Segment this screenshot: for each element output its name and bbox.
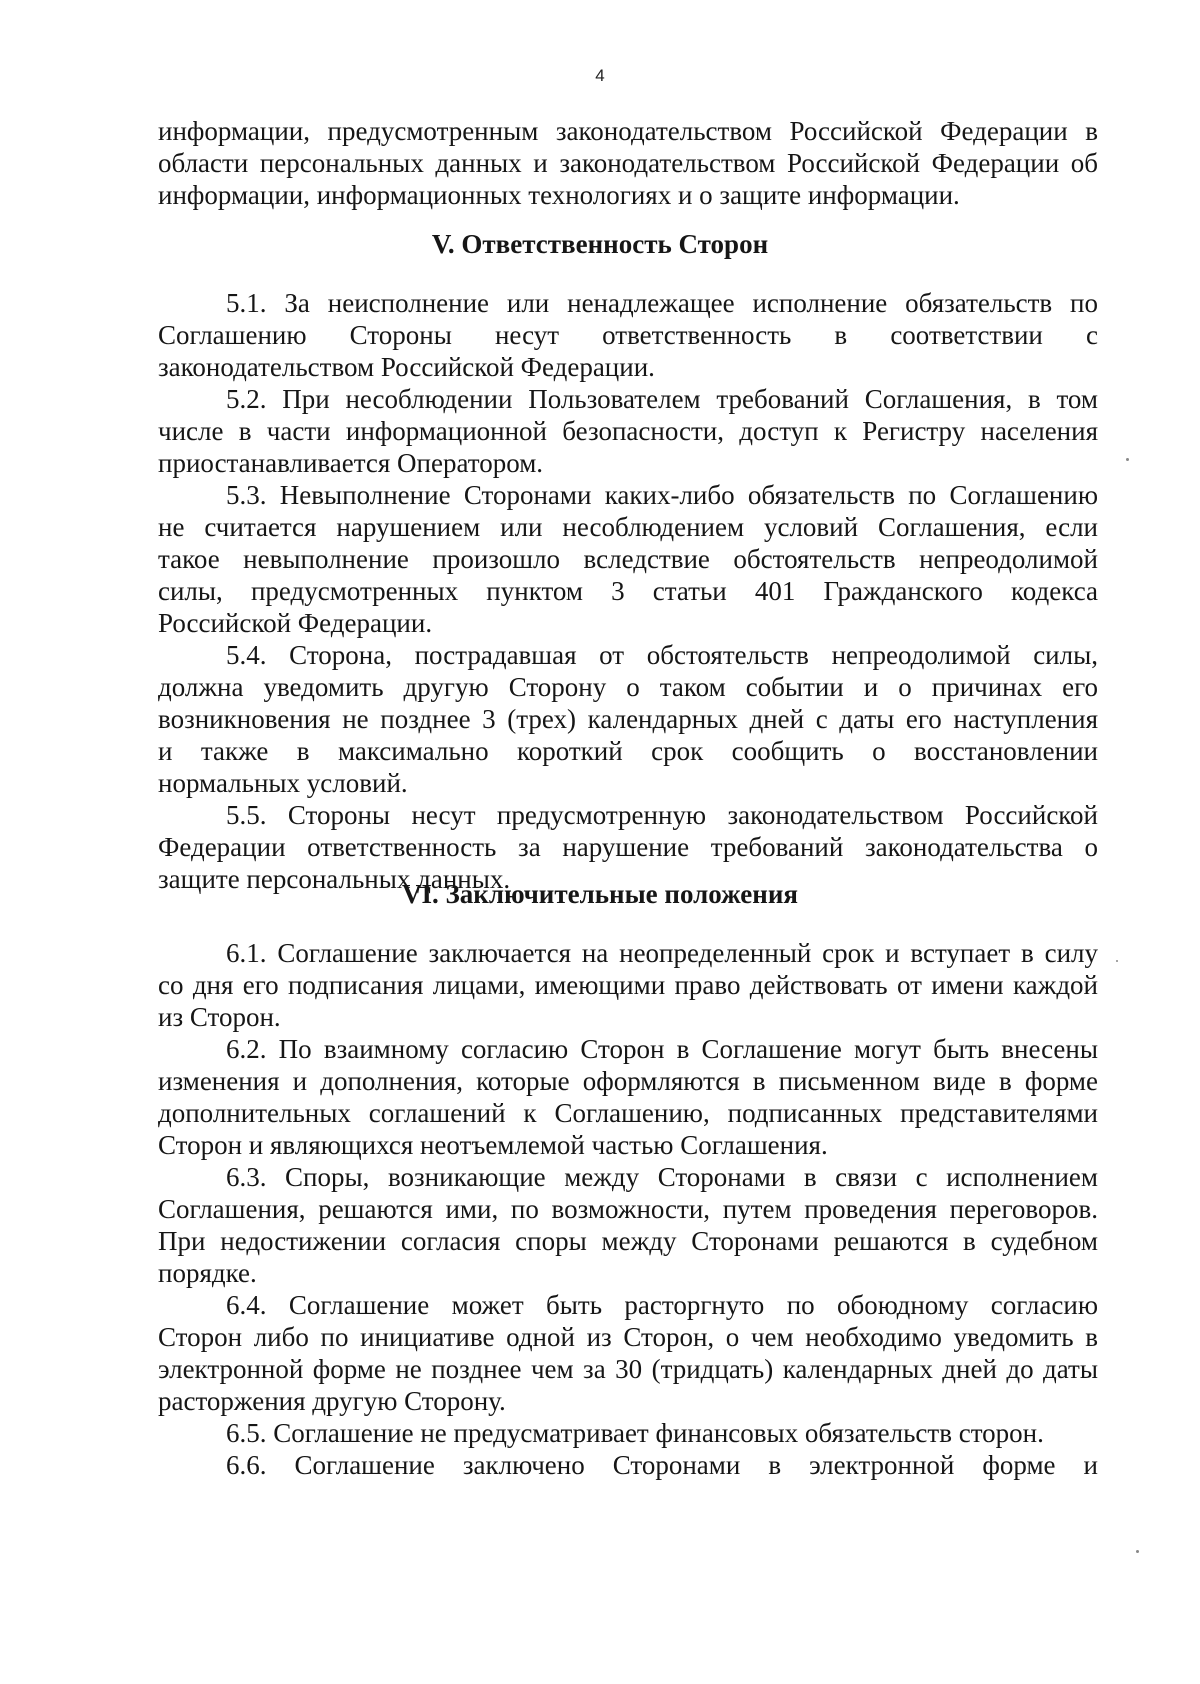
text-line: нормальных условий. — [158, 768, 408, 798]
section-v-body — [158, 287, 1098, 895]
section-vi-body — [158, 937, 1098, 1481]
text-line: Сторон либо по инициативе одной из Сторон, о чем необходимо уведомить в — [158, 1322, 1098, 1352]
text-line: со дня его подписания лицами, имеющими право действовать от имени каждой — [158, 970, 1098, 1000]
text-line: информации, информационных технологиях и о защите информации. — [158, 180, 960, 210]
intro-paragraph — [158, 115, 1098, 211]
text-line: 6.3. Споры, возникающие между Сторонами в связи с исполнением — [226, 1162, 1098, 1192]
text-line: области персональных данных и законодательством Российской Федерации об — [158, 148, 1098, 178]
text-line: 6.5. Соглашение не предусматривает финансовых обязательств сторон. — [226, 1418, 1044, 1448]
section-heading: VI. Заключительные положения — [402, 879, 798, 909]
page-number: 4 — [595, 66, 605, 85]
text-line: Соглашения, решаются ими, по возможности, путем проведения переговоров. — [158, 1194, 1098, 1224]
scan-speck — [1116, 960, 1118, 962]
text-line: При недостижении согласия споры между Сторонами решаются в судебном — [158, 1226, 1098, 1256]
text-line: возникновения не позднее 3 (трех) календарных дней с даты его наступления — [158, 704, 1098, 734]
text-line: Российской Федерации. — [158, 608, 433, 638]
text-line: числе в части информационной безопасности, доступ к Регистру населения — [158, 416, 1098, 446]
text-line: 5.5. Стороны несут предусмотренную законодательством Российской — [226, 800, 1098, 830]
text-line: 6.1. Соглашение заключается на неопределенный срок и вступает в силу — [226, 938, 1098, 968]
text-line: дополнительных соглашений к Соглашению, подписанных представителями — [158, 1098, 1098, 1128]
text-line: и также в максимально короткий срок сообщить о восстановлении — [158, 736, 1098, 766]
text-line: электронной форме не позднее чем за 30 (тридцать) календарных дней до даты — [158, 1354, 1098, 1384]
text-line: расторжения другую Сторону. — [158, 1386, 506, 1416]
section-heading: V. Ответственность Сторон — [431, 229, 769, 259]
scan-speck — [1136, 1550, 1139, 1553]
text-line: Сторон и являющихся неотъемлемой частью Соглашения. — [158, 1130, 828, 1160]
text-line: такое невыполнение произошло вследствие обстоятельств непреодолимой — [158, 544, 1098, 574]
text-line: законодательством Российской Федерации. — [158, 352, 655, 382]
text-line: силы, предусмотренных пунктом 3 статьи 401 Гражданского кодекса — [158, 576, 1098, 606]
text-line: информации, предусмотренным законодательством Российской Федерации в — [158, 116, 1098, 146]
text-line: 5.3. Невыполнение Сторонами каких-либо обязательств по Соглашению — [226, 480, 1098, 510]
text-line: Соглашению Стороны несут ответственность в соответствии с — [158, 320, 1098, 350]
scan-speck — [1126, 458, 1129, 461]
text-line: 5.4. Сторона, пострадавшая от обстоятельств непреодолимой силы, — [226, 640, 1098, 670]
text-line: 5.1. За неисполнение или ненадлежащее исполнение обязательств по — [226, 288, 1098, 318]
text-line: из Сторон. — [158, 1002, 281, 1032]
text-line: 6.6. Соглашение заключено Сторонами в электронной форме и — [226, 1450, 1098, 1480]
text-line: не считается нарушением или несоблюдением условий Соглашения, если — [158, 512, 1098, 542]
text-line: приостанавливается Оператором. — [158, 448, 544, 478]
text-line: Федерации ответственность за нарушение требований законодательства о — [158, 832, 1098, 862]
text-line: изменения и дополнения, которые оформляются в письменном виде в форме — [158, 1066, 1098, 1096]
text-line: порядке. — [158, 1258, 257, 1288]
text-line: 6.4. Соглашение может быть расторгнуто по обоюдному согласию — [226, 1290, 1098, 1320]
text-line: защите персональных данных. — [158, 864, 511, 894]
text-line: 6.2. По взаимному согласию Сторон в Соглашение могут быть внесены — [226, 1034, 1098, 1064]
text-line: должна уведомить другую Сторону о таком событии и о причинах его — [158, 672, 1098, 702]
text-line: 5.2. При несоблюдении Пользователем требований Соглашения, в том — [226, 384, 1098, 414]
